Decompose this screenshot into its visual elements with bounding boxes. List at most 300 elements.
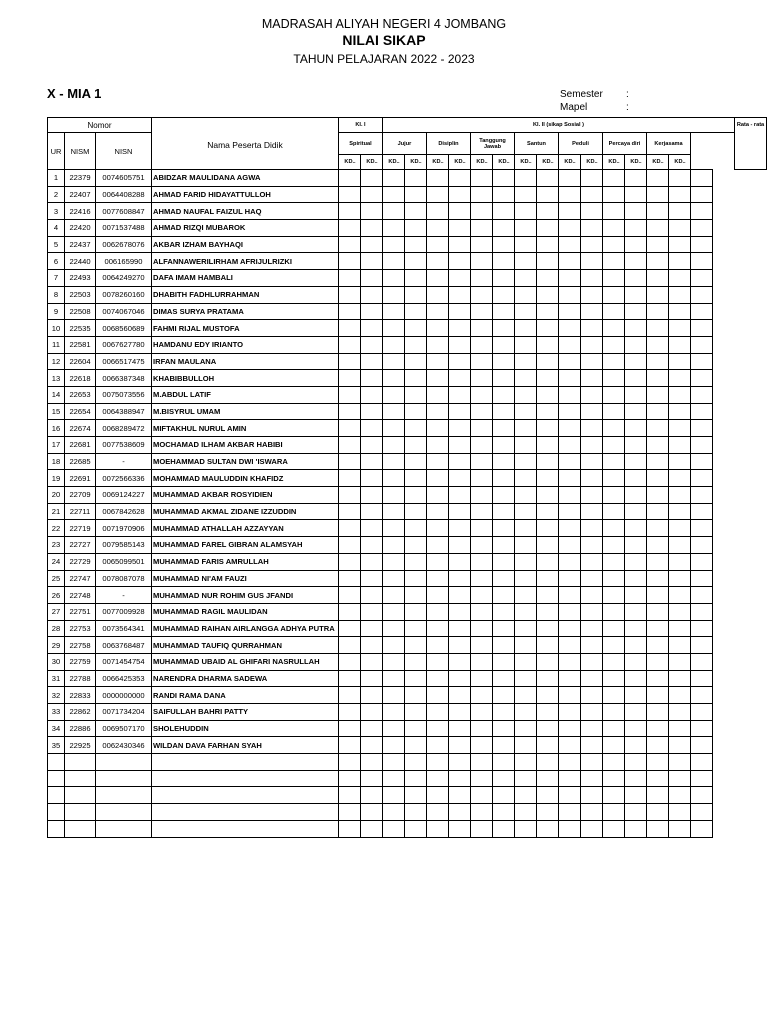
grade-cell[interactable] <box>471 570 493 587</box>
grade-cell[interactable] <box>559 470 581 487</box>
grade-cell[interactable] <box>361 637 383 654</box>
grade-cell[interactable] <box>603 704 625 721</box>
grade-cell[interactable] <box>603 170 625 187</box>
grade-cell[interactable] <box>581 220 603 237</box>
empty-cell[interactable] <box>515 770 537 787</box>
grade-cell[interactable] <box>603 587 625 604</box>
empty-cell[interactable] <box>669 754 691 771</box>
grade-cell[interactable] <box>493 470 515 487</box>
grade-cell[interactable] <box>559 487 581 504</box>
grade-cell[interactable] <box>383 720 405 737</box>
grade-cell[interactable] <box>493 320 515 337</box>
grade-cell[interactable] <box>427 286 449 303</box>
grade-cell[interactable] <box>581 186 603 203</box>
grade-cell[interactable] <box>493 186 515 203</box>
grade-cell[interactable] <box>449 503 471 520</box>
grade-cell[interactable] <box>361 553 383 570</box>
grade-cell[interactable] <box>603 286 625 303</box>
grade-cell[interactable] <box>691 670 713 687</box>
grade-cell[interactable] <box>603 603 625 620</box>
grade-cell[interactable] <box>691 704 713 721</box>
grade-cell[interactable] <box>471 687 493 704</box>
grade-cell[interactable] <box>361 220 383 237</box>
empty-cell[interactable] <box>669 804 691 821</box>
grade-cell[interactable] <box>669 203 691 220</box>
grade-cell[interactable] <box>581 637 603 654</box>
grade-cell[interactable] <box>559 453 581 470</box>
grade-cell[interactable] <box>669 553 691 570</box>
grade-cell[interactable] <box>361 403 383 420</box>
grade-cell[interactable] <box>449 520 471 537</box>
grade-cell[interactable] <box>427 170 449 187</box>
grade-cell[interactable] <box>669 653 691 670</box>
grade-cell[interactable] <box>383 553 405 570</box>
grade-cell[interactable] <box>339 737 361 754</box>
grade-cell[interactable] <box>339 353 361 370</box>
grade-cell[interactable] <box>493 236 515 253</box>
grade-cell[interactable] <box>339 203 361 220</box>
grade-cell[interactable] <box>383 286 405 303</box>
empty-cell[interactable] <box>48 804 65 821</box>
grade-cell[interactable] <box>361 386 383 403</box>
grade-cell[interactable] <box>493 603 515 620</box>
grade-cell[interactable] <box>669 470 691 487</box>
grade-cell[interactable] <box>669 637 691 654</box>
grade-cell[interactable] <box>515 653 537 670</box>
grade-cell[interactable] <box>625 637 647 654</box>
grade-cell[interactable] <box>603 503 625 520</box>
grade-cell[interactable] <box>537 186 559 203</box>
empty-cell[interactable] <box>339 820 361 837</box>
grade-cell[interactable] <box>361 420 383 437</box>
grade-cell[interactable] <box>625 704 647 721</box>
grade-cell[interactable] <box>625 603 647 620</box>
empty-cell[interactable] <box>48 787 65 804</box>
grade-cell[interactable] <box>361 437 383 454</box>
empty-cell[interactable] <box>625 820 647 837</box>
grade-cell[interactable] <box>427 236 449 253</box>
grade-cell[interactable] <box>361 170 383 187</box>
empty-cell[interactable] <box>48 820 65 837</box>
grade-cell[interactable] <box>559 603 581 620</box>
grade-cell[interactable] <box>515 336 537 353</box>
grade-cell[interactable] <box>449 253 471 270</box>
grade-cell[interactable] <box>559 220 581 237</box>
grade-cell[interactable] <box>647 704 669 721</box>
grade-cell[interactable] <box>471 236 493 253</box>
grade-cell[interactable] <box>405 737 427 754</box>
grade-cell[interactable] <box>581 353 603 370</box>
empty-cell[interactable] <box>537 804 559 821</box>
empty-cell[interactable] <box>449 754 471 771</box>
grade-cell[interactable] <box>493 253 515 270</box>
grade-cell[interactable] <box>515 420 537 437</box>
grade-cell[interactable] <box>581 336 603 353</box>
grade-cell[interactable] <box>493 737 515 754</box>
empty-cell[interactable] <box>339 804 361 821</box>
empty-cell[interactable] <box>669 770 691 787</box>
grade-cell[interactable] <box>405 236 427 253</box>
grade-cell[interactable] <box>427 420 449 437</box>
empty-cell[interactable] <box>603 754 625 771</box>
grade-cell[interactable] <box>405 220 427 237</box>
grade-cell[interactable] <box>515 320 537 337</box>
grade-cell[interactable] <box>383 220 405 237</box>
grade-cell[interactable] <box>603 653 625 670</box>
grade-cell[interactable] <box>427 370 449 387</box>
grade-cell[interactable] <box>471 603 493 620</box>
grade-cell[interactable] <box>383 386 405 403</box>
empty-cell[interactable] <box>65 804 96 821</box>
grade-cell[interactable] <box>603 353 625 370</box>
grade-cell[interactable] <box>537 620 559 637</box>
grade-cell[interactable] <box>383 253 405 270</box>
grade-cell[interactable] <box>691 186 713 203</box>
grade-cell[interactable] <box>383 570 405 587</box>
grade-cell[interactable] <box>537 320 559 337</box>
grade-cell[interactable] <box>383 520 405 537</box>
grade-cell[interactable] <box>559 303 581 320</box>
grade-cell[interactable] <box>383 620 405 637</box>
grade-cell[interactable] <box>559 286 581 303</box>
grade-cell[interactable] <box>537 370 559 387</box>
grade-cell[interactable] <box>471 403 493 420</box>
grade-cell[interactable] <box>669 620 691 637</box>
grade-cell[interactable] <box>603 670 625 687</box>
grade-cell[interactable] <box>361 236 383 253</box>
grade-cell[interactable] <box>559 520 581 537</box>
empty-cell[interactable] <box>471 770 493 787</box>
grade-cell[interactable] <box>405 453 427 470</box>
grade-cell[interactable] <box>383 587 405 604</box>
grade-cell[interactable] <box>559 203 581 220</box>
grade-cell[interactable] <box>471 553 493 570</box>
grade-cell[interactable] <box>581 553 603 570</box>
grade-cell[interactable] <box>515 203 537 220</box>
grade-cell[interactable] <box>515 670 537 687</box>
grade-cell[interactable] <box>471 420 493 437</box>
grade-cell[interactable] <box>339 386 361 403</box>
grade-cell[interactable] <box>581 603 603 620</box>
empty-cell[interactable] <box>339 754 361 771</box>
grade-cell[interactable] <box>603 537 625 554</box>
grade-cell[interactable] <box>427 620 449 637</box>
empty-cell[interactable] <box>603 770 625 787</box>
empty-cell[interactable] <box>603 787 625 804</box>
grade-cell[interactable] <box>691 336 713 353</box>
grade-cell[interactable] <box>449 336 471 353</box>
grade-cell[interactable] <box>581 253 603 270</box>
grade-cell[interactable] <box>691 687 713 704</box>
grade-cell[interactable] <box>647 553 669 570</box>
grade-cell[interactable] <box>537 637 559 654</box>
grade-cell[interactable] <box>625 737 647 754</box>
grade-cell[interactable] <box>625 503 647 520</box>
grade-cell[interactable] <box>361 370 383 387</box>
empty-cell[interactable] <box>471 804 493 821</box>
grade-cell[interactable] <box>471 670 493 687</box>
grade-cell[interactable] <box>647 637 669 654</box>
empty-cell[interactable] <box>449 787 471 804</box>
grade-cell[interactable] <box>647 453 669 470</box>
grade-cell[interactable] <box>669 520 691 537</box>
grade-cell[interactable] <box>493 437 515 454</box>
grade-cell[interactable] <box>361 470 383 487</box>
grade-cell[interactable] <box>427 386 449 403</box>
grade-cell[interactable] <box>691 653 713 670</box>
empty-cell[interactable] <box>152 804 339 821</box>
grade-cell[interactable] <box>383 320 405 337</box>
grade-cell[interactable] <box>647 420 669 437</box>
grade-cell[interactable] <box>493 520 515 537</box>
grade-cell[interactable] <box>361 353 383 370</box>
grade-cell[interactable] <box>669 603 691 620</box>
grade-cell[interactable] <box>515 620 537 637</box>
grade-cell[interactable] <box>449 170 471 187</box>
grade-cell[interactable] <box>383 236 405 253</box>
grade-cell[interactable] <box>603 236 625 253</box>
grade-cell[interactable] <box>647 286 669 303</box>
grade-cell[interactable] <box>581 587 603 604</box>
grade-cell[interactable] <box>647 487 669 504</box>
grade-cell[interactable] <box>515 737 537 754</box>
grade-cell[interactable] <box>669 403 691 420</box>
grade-cell[interactable] <box>515 503 537 520</box>
grade-cell[interactable] <box>537 503 559 520</box>
grade-cell[interactable] <box>493 653 515 670</box>
grade-cell[interactable] <box>625 170 647 187</box>
grade-cell[interactable] <box>405 437 427 454</box>
grade-cell[interactable] <box>427 437 449 454</box>
empty-cell[interactable] <box>96 820 152 837</box>
grade-cell[interactable] <box>471 653 493 670</box>
empty-cell[interactable] <box>493 770 515 787</box>
grade-cell[interactable] <box>339 537 361 554</box>
grade-cell[interactable] <box>559 570 581 587</box>
grade-cell[interactable] <box>537 236 559 253</box>
grade-cell[interactable] <box>361 270 383 287</box>
grade-cell[interactable] <box>383 186 405 203</box>
grade-cell[interactable] <box>383 203 405 220</box>
grade-cell[interactable] <box>581 236 603 253</box>
grade-cell[interactable] <box>427 403 449 420</box>
grade-cell[interactable] <box>361 537 383 554</box>
grade-cell[interactable] <box>493 403 515 420</box>
grade-cell[interactable] <box>669 704 691 721</box>
empty-cell[interactable] <box>383 787 405 804</box>
grade-cell[interactable] <box>537 720 559 737</box>
grade-cell[interactable] <box>427 470 449 487</box>
grade-cell[interactable] <box>647 603 669 620</box>
empty-cell[interactable] <box>493 804 515 821</box>
grade-cell[interactable] <box>691 487 713 504</box>
grade-cell[interactable] <box>647 437 669 454</box>
grade-cell[interactable] <box>449 203 471 220</box>
grade-cell[interactable] <box>603 220 625 237</box>
grade-cell[interactable] <box>537 386 559 403</box>
empty-cell[interactable] <box>581 770 603 787</box>
grade-cell[interactable] <box>537 587 559 604</box>
grade-cell[interactable] <box>537 336 559 353</box>
grade-cell[interactable] <box>449 620 471 637</box>
grade-cell[interactable] <box>515 637 537 654</box>
grade-cell[interactable] <box>581 687 603 704</box>
grade-cell[interactable] <box>405 286 427 303</box>
empty-cell[interactable] <box>691 804 713 821</box>
grade-cell[interactable] <box>581 653 603 670</box>
grade-cell[interactable] <box>537 286 559 303</box>
empty-cell[interactable] <box>537 787 559 804</box>
grade-cell[interactable] <box>449 704 471 721</box>
grade-cell[interactable] <box>625 437 647 454</box>
grade-cell[interactable] <box>449 537 471 554</box>
grade-cell[interactable] <box>603 437 625 454</box>
grade-cell[interactable] <box>449 370 471 387</box>
grade-cell[interactable] <box>493 620 515 637</box>
grade-cell[interactable] <box>581 503 603 520</box>
grade-cell[interactable] <box>537 403 559 420</box>
grade-cell[interactable] <box>427 704 449 721</box>
grade-cell[interactable] <box>603 453 625 470</box>
grade-cell[interactable] <box>449 487 471 504</box>
grade-cell[interactable] <box>471 270 493 287</box>
grade-cell[interactable] <box>383 437 405 454</box>
empty-cell[interactable] <box>493 787 515 804</box>
grade-cell[interactable] <box>581 670 603 687</box>
grade-cell[interactable] <box>427 537 449 554</box>
grade-cell[interactable] <box>581 286 603 303</box>
grade-cell[interactable] <box>361 203 383 220</box>
grade-cell[interactable] <box>537 487 559 504</box>
grade-cell[interactable] <box>669 437 691 454</box>
grade-cell[interactable] <box>427 186 449 203</box>
grade-cell[interactable] <box>691 286 713 303</box>
grade-cell[interactable] <box>339 220 361 237</box>
empty-cell[interactable] <box>405 787 427 804</box>
grade-cell[interactable] <box>361 587 383 604</box>
grade-cell[interactable] <box>383 270 405 287</box>
empty-cell[interactable] <box>625 804 647 821</box>
grade-cell[interactable] <box>625 653 647 670</box>
grade-cell[interactable] <box>559 637 581 654</box>
grade-cell[interactable] <box>449 186 471 203</box>
grade-cell[interactable] <box>383 537 405 554</box>
grade-cell[interactable] <box>493 503 515 520</box>
grade-cell[interactable] <box>427 453 449 470</box>
grade-cell[interactable] <box>647 353 669 370</box>
grade-cell[interactable] <box>339 437 361 454</box>
empty-cell[interactable] <box>581 820 603 837</box>
grade-cell[interactable] <box>405 503 427 520</box>
grade-cell[interactable] <box>339 553 361 570</box>
grade-cell[interactable] <box>647 336 669 353</box>
grade-cell[interactable] <box>383 420 405 437</box>
grade-cell[interactable] <box>625 253 647 270</box>
grade-cell[interactable] <box>383 503 405 520</box>
grade-cell[interactable] <box>603 720 625 737</box>
grade-cell[interactable] <box>515 587 537 604</box>
grade-cell[interactable] <box>339 570 361 587</box>
grade-cell[interactable] <box>691 470 713 487</box>
grade-cell[interactable] <box>669 286 691 303</box>
grade-cell[interactable] <box>405 420 427 437</box>
grade-cell[interactable] <box>471 487 493 504</box>
grade-cell[interactable] <box>449 303 471 320</box>
grade-cell[interactable] <box>339 704 361 721</box>
grade-cell[interactable] <box>669 336 691 353</box>
grade-cell[interactable] <box>603 470 625 487</box>
empty-cell[interactable] <box>691 770 713 787</box>
grade-cell[interactable] <box>449 437 471 454</box>
grade-cell[interactable] <box>625 386 647 403</box>
grade-cell[interactable] <box>339 286 361 303</box>
grade-cell[interactable] <box>581 370 603 387</box>
grade-cell[interactable] <box>361 720 383 737</box>
empty-cell[interactable] <box>65 770 96 787</box>
grade-cell[interactable] <box>603 336 625 353</box>
empty-cell[interactable] <box>96 770 152 787</box>
grade-cell[interactable] <box>625 620 647 637</box>
grade-cell[interactable] <box>515 687 537 704</box>
grade-cell[interactable] <box>383 453 405 470</box>
grade-cell[interactable] <box>427 320 449 337</box>
grade-cell[interactable] <box>383 403 405 420</box>
grade-cell[interactable] <box>603 370 625 387</box>
empty-cell[interactable] <box>581 754 603 771</box>
grade-cell[interactable] <box>339 520 361 537</box>
grade-cell[interactable] <box>691 437 713 454</box>
grade-cell[interactable] <box>537 420 559 437</box>
grade-cell[interactable] <box>603 403 625 420</box>
grade-cell[interactable] <box>339 670 361 687</box>
grade-cell[interactable] <box>603 386 625 403</box>
empty-cell[interactable] <box>383 820 405 837</box>
empty-cell[interactable] <box>603 804 625 821</box>
grade-cell[interactable] <box>493 370 515 387</box>
grade-cell[interactable] <box>471 520 493 537</box>
grade-cell[interactable] <box>405 670 427 687</box>
grade-cell[interactable] <box>471 170 493 187</box>
grade-cell[interactable] <box>603 303 625 320</box>
grade-cell[interactable] <box>493 353 515 370</box>
grade-cell[interactable] <box>691 403 713 420</box>
grade-cell[interactable] <box>493 687 515 704</box>
empty-cell[interactable] <box>383 754 405 771</box>
grade-cell[interactable] <box>691 587 713 604</box>
grade-cell[interactable] <box>515 453 537 470</box>
grade-cell[interactable] <box>383 687 405 704</box>
grade-cell[interactable] <box>383 670 405 687</box>
grade-cell[interactable] <box>691 236 713 253</box>
grade-cell[interactable] <box>449 286 471 303</box>
grade-cell[interactable] <box>537 253 559 270</box>
grade-cell[interactable] <box>581 403 603 420</box>
grade-cell[interactable] <box>493 570 515 587</box>
grade-cell[interactable] <box>581 453 603 470</box>
grade-cell[interactable] <box>339 603 361 620</box>
empty-cell[interactable] <box>383 770 405 787</box>
grade-cell[interactable] <box>515 537 537 554</box>
grade-cell[interactable] <box>691 386 713 403</box>
grade-cell[interactable] <box>515 553 537 570</box>
grade-cell[interactable] <box>559 437 581 454</box>
grade-cell[interactable] <box>647 253 669 270</box>
grade-cell[interactable] <box>405 570 427 587</box>
grade-cell[interactable] <box>625 553 647 570</box>
grade-cell[interactable] <box>339 236 361 253</box>
grade-cell[interactable] <box>339 336 361 353</box>
grade-cell[interactable] <box>339 453 361 470</box>
